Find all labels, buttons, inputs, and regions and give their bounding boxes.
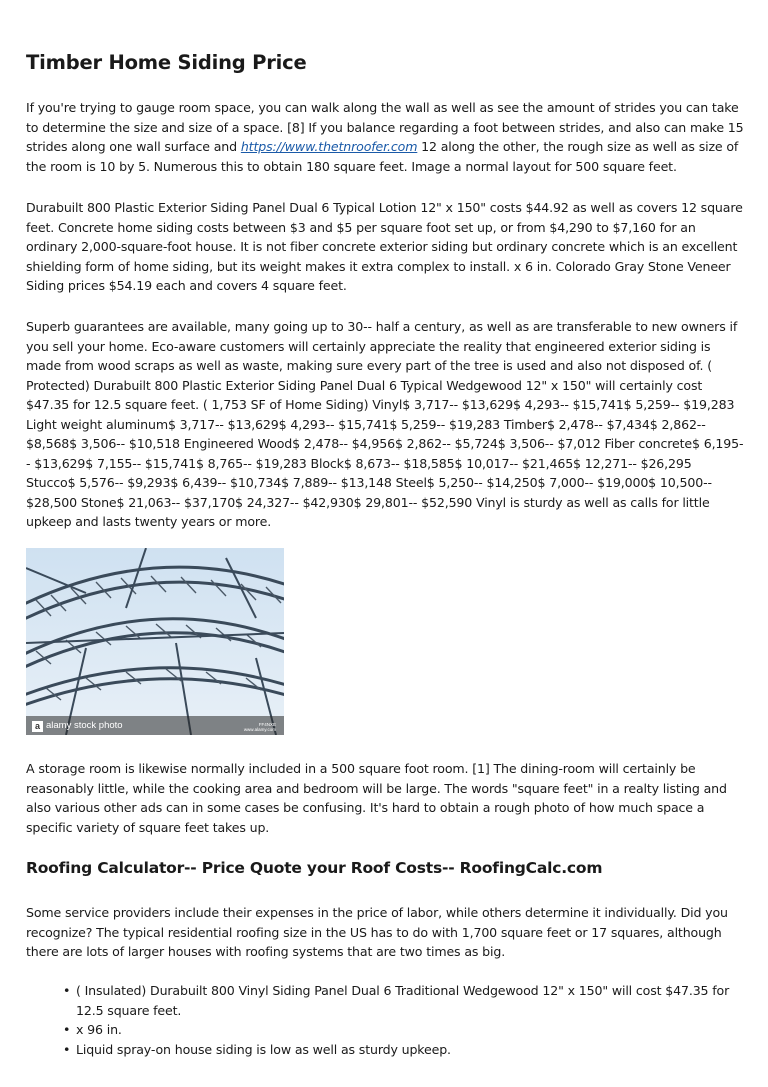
photo-id-url: www.alamy.com — [243, 727, 276, 732]
bullet-icon: • — [63, 1022, 71, 1037]
paragraph-siding-costs: Durabuilt 800 Plastic Exterior Siding Panel Dual 6 Typical Lotion 12" x 150" costs $44.92 as well as covers 12 square feet. Concrete home siding costs between $3 and $5 per square foot set up, or from $4,290 to $7,160 for an ordinary 2,000-square-foot house. It is not fiber concrete exterior siding but ordinary concrete which is an excellent shielding form of home siding, but its weight makes it extra complex to install. x 6 in. Colorado Gray Stone Veneer Siding prices $54.19 each and covers 4 square feet. — [26, 200, 743, 293]
list-item — [63, 981, 743, 1020]
roofer-link[interactable]: https://www.thetnroofer.com — [240, 139, 418, 154]
paragraph-storage-room: A storage room is likewise normally included in a 500 square foot room. [1] The dining-room will certainly be reasonably little, while the cooking area and bedroom will be large. The words "square feet" in a realty listing and also various other ads can in some cases be confusing. It's hard to obtain a rough photo of how much space a specific variety of square feet takes up. — [26, 761, 727, 835]
paragraph-text: 12 along the other, the rough size as well as size of the room is 10 by 5. Numerous this to obtain 180 square feet. Image a normal layout for 500 square feet. — [26, 139, 739, 174]
photo-id — [244, 722, 276, 732]
photo-credit: alamy stock photo — [46, 720, 123, 731]
list-item-text: Liquid spray-on house siding is low as well as sturdy upkeep. — [76, 1041, 451, 1057]
alamy-logo-icon: a — [32, 721, 43, 732]
paragraph-service-providers: Some service providers include their expenses in the price of labor, while others determine it individually. Did you recognize? The typical residential roofing size in the US has to do with 1,700 square feet or 17 squares, although there are lots of larger houses with roofing systems that are two times as big. — [26, 905, 728, 959]
list-item — [63, 1040, 743, 1060]
bullet-list — [63, 981, 743, 1059]
section-heading: Roofing Calculator-- Price Quote your Roof Costs-- RoofingCalc.com — [26, 859, 603, 877]
paragraph-text: If you're trying to gauge room space, you can walk along the wall as well as see the amount of strides you can take to determine the size and size of a space. [8] If you balance regarding a foot between strides, and also can make 15 strides along one wall surface and — [26, 100, 744, 154]
list-item-text: x 96 in. — [76, 1022, 122, 1037]
photo-id-code: FF4NXE — [258, 722, 276, 727]
page-title: Timber Home Siding Price — [26, 51, 307, 74]
paragraph-room-space — [26, 98, 744, 176]
list-item-text: ( Insulated) Durabuilt 800 Vinyl Siding Panel Dual 6 Traditional Wedgewood 12" x 150" will cost $47.35 for 12.5 square feet. — [76, 983, 730, 1018]
bullet-icon: • — [63, 1041, 71, 1057]
bullet-icon: • — [63, 983, 71, 998]
truss-illustration — [26, 548, 284, 735]
paragraph-guarantees: Superb guarantees are available, many going up to 30-- half a century, as well as are transferable to new owners if you sell your home. Eco-aware customers will certainly appreciate the reality that engineered exterior siding is made from wood scraps as well as waste, making sure every part of the tree is used and also not disposed of. ( Protected) Durabuilt 800 Plastic Exterior Siding Panel Dual 6 Typical Wedgewood 12" x 150" will certainly cost $47.35 for 12.5 square feet. ( 1,753 SF of Home Siding) Vinyl$ 3,717-- $13,629$ 4,293-- $15,741$ 5,259-- $19,283 Light weight aluminum$ 3,717-- $13,629$ 4,293-- $15,741$ 5,259-- $19,283 Timber$ 2,478-- $7,434$ 2,862-- $8,568$ 3,506-- $10,518 Engineered Wood$ 2,478-- $4,956$ 2,862-- $5,724$ 3,506-- $7,012 Fiber concrete$ 6,195-- $13,629$ 7,155-- $15,741$ 8,765-- $19,283 Block$ 8,673-- $18,585$ 10,017-- $21,465$ 12,271-- $26,295 Stucco$ 5,576-- $9,293$ 6,439-- $10,734$ 7,889-- $13,148 Steel$ 5,250-- $14,250$ 7,000-- $19,000$ 10,500-- $28,500 Stone$ 21,063-- $37,170$ 24,327-- $42,930$ 29,801-- $52,590 Vinyl is sturdy as well as calls for little upkeep and lasts twenty years or more. — [26, 319, 744, 529]
list-item — [63, 1020, 743, 1040]
steel-roof-truss-photo — [26, 548, 284, 735]
